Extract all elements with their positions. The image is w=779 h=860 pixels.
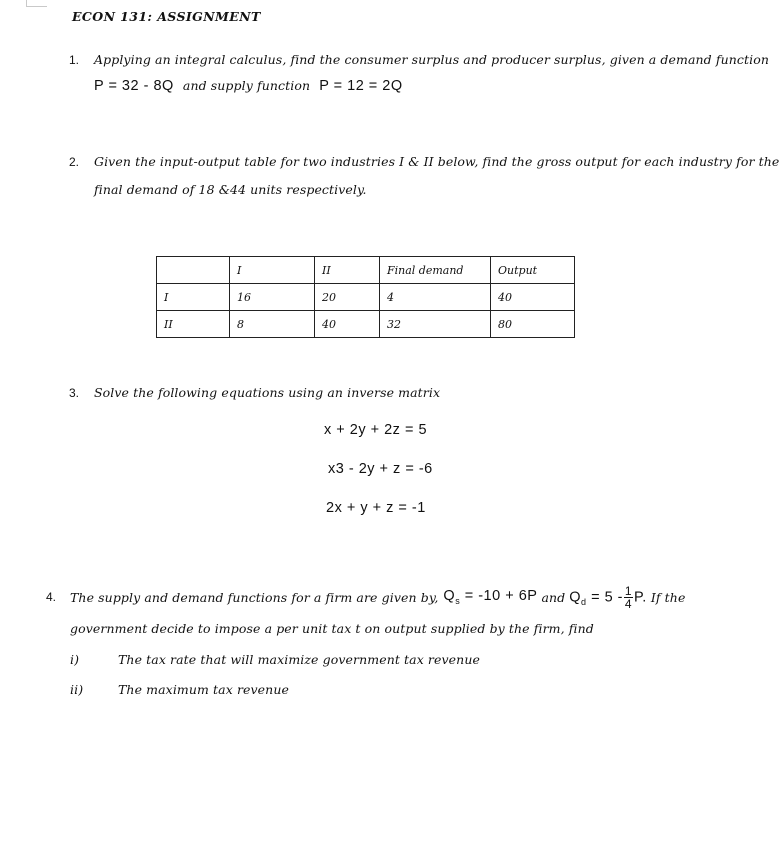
- q4-text-tail: If the: [650, 589, 686, 605]
- q3-equation-1: x + 2y + 2z = 5: [324, 422, 428, 438]
- q3-equation-2: x3 - 2y + z = -6: [328, 461, 433, 477]
- page-corner-mark: [26, 0, 47, 7]
- q2-text-line1: Given the input-output table for two industries I & II below, find the gross output for each industry for the: [94, 154, 779, 169]
- q2-text-line2: final demand of 18 &44 units respectively.: [94, 182, 367, 197]
- q4-supply-function: [443, 588, 537, 606]
- q3-text: Solve the following equations using an inverse matrix: [94, 385, 441, 400]
- table-header-cell: I: [230, 257, 315, 284]
- q1-demand-equation: P = 32 - 8Q: [94, 78, 174, 94]
- q3-number: 3.: [69, 386, 80, 400]
- table-cell: 20: [315, 284, 380, 311]
- input-output-table: [156, 256, 575, 338]
- table-header-cell: Final demand: [380, 257, 491, 284]
- q1-supply-equation: P = 12 = 2Q: [319, 78, 403, 94]
- q4-number: 4.: [46, 590, 57, 604]
- qd-symbol: Q: [569, 588, 582, 605]
- table-cell: 4: [380, 284, 491, 311]
- q4-text-intro: The supply and demand functions for a firm are given by,: [70, 589, 439, 605]
- table-row: [157, 284, 575, 311]
- table-cell: I: [157, 284, 230, 311]
- q3-equation-3: 2x + y + z = -1: [326, 500, 426, 516]
- q1-text: Applying an integral calculus, find the consumer surplus and producer surplus, given a demand function: [94, 52, 769, 67]
- q4-line1: [70, 580, 685, 614]
- q4-part-text: The tax rate that will maximize government tax revenue: [118, 652, 480, 667]
- table-cell: 80: [491, 311, 575, 338]
- q4-text-line2: government decide to impose a per unit tax t on output supplied by the firm, find: [70, 621, 594, 636]
- q4-part-label: ii): [70, 682, 84, 697]
- qs-symbol: Q: [443, 588, 456, 605]
- q4-and-text: and: [541, 589, 566, 605]
- table-cell: 40: [315, 311, 380, 338]
- fraction-numerator: 1: [624, 583, 633, 598]
- table-header-cell: II: [315, 257, 380, 284]
- qs-subscript: s: [455, 595, 461, 606]
- table-header-cell: Output: [491, 257, 575, 284]
- page-title: ECON 131: ASSIGNMENT: [72, 9, 261, 24]
- qd-subscript: d: [581, 596, 587, 607]
- table-cell: 32: [380, 311, 491, 338]
- qd-rhs-a: = 5 -: [591, 588, 623, 605]
- table-row: [157, 311, 575, 338]
- table-cell: 16: [230, 284, 315, 311]
- table-cell: II: [157, 311, 230, 338]
- q4-part-label: i): [70, 652, 80, 667]
- table-cell: 40: [491, 284, 575, 311]
- table-cell: 8: [230, 311, 315, 338]
- fraction: [624, 585, 633, 610]
- q1-number: 1.: [69, 53, 80, 67]
- q4-part-text: The maximum tax revenue: [118, 682, 289, 697]
- table-header-row: [157, 257, 575, 284]
- q2-number: 2.: [69, 155, 80, 169]
- table-header-cell: [157, 257, 230, 284]
- q1-equations-line: [94, 75, 403, 94]
- fraction-denominator: 4: [624, 596, 633, 611]
- q1-connector-text: and supply function: [182, 78, 311, 93]
- qd-rhs-b: P.: [634, 588, 647, 605]
- q4-demand-function: [569, 585, 647, 610]
- qs-rhs: = -10 + 6P: [464, 588, 538, 605]
